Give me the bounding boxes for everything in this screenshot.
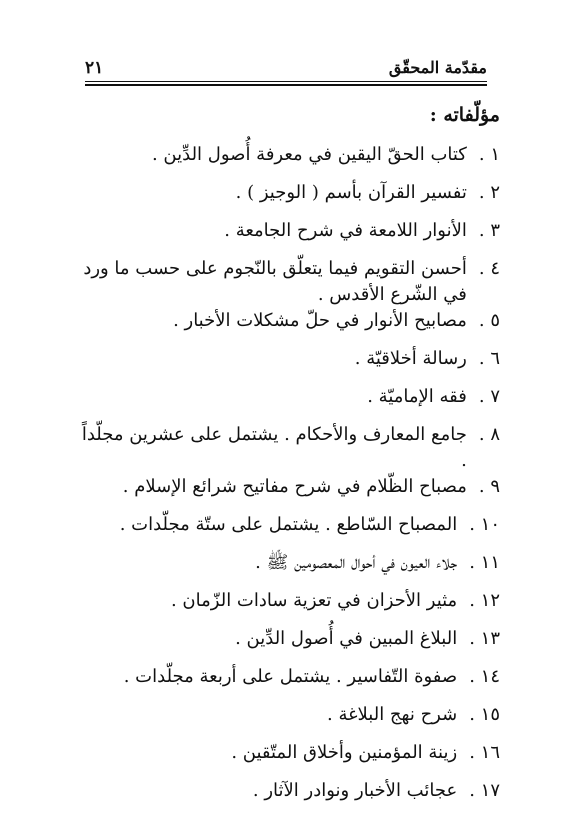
item-number: ٦ . [478, 348, 500, 369]
item-number: ١١ . [469, 552, 500, 573]
page-number: ٢١ [85, 58, 104, 78]
list-item [80, 740, 500, 778]
list-item [80, 512, 500, 550]
list-item [80, 256, 500, 308]
item-number: ١٥ . [469, 704, 500, 725]
page-header [85, 56, 487, 86]
list-item [80, 218, 500, 256]
header-rule-thin [85, 81, 487, 82]
item-number: ٣ . [478, 220, 500, 241]
item-text: فقه الإماميّة . [367, 386, 467, 407]
works-list [80, 142, 500, 816]
list-item [80, 474, 500, 512]
item-text: كتاب الحقّ اليقين في معرفة أُصول الدِّين . [151, 144, 467, 165]
running-header-title: مقدّمة المحقّق [388, 58, 487, 77]
item-text: رسالة أخلاقيّة . [354, 348, 467, 369]
list-item [80, 308, 500, 346]
item-number: ١٤ . [469, 666, 500, 687]
item-text: المصباح السّاطع . يشتمل على ستّة مجلّدات . [119, 514, 458, 535]
item-text: زينة المؤمنين وأخلاق المتّقين . [231, 742, 458, 763]
header-rule-thick [85, 84, 487, 86]
list-item [80, 180, 500, 218]
list-item [80, 550, 500, 588]
item-number: ١٦ . [469, 742, 500, 763]
item-number: ١٣ . [469, 628, 500, 649]
item-number: ٢ . [478, 182, 500, 203]
item-number: ٩ . [478, 476, 500, 497]
list-item [80, 778, 500, 816]
section-heading: مؤلّفاته : [429, 104, 500, 126]
item-text: البلاغ المبين في أُصول الدِّين . [235, 628, 458, 649]
list-item [80, 664, 500, 702]
item-text: مثير الأحزان في تعزية سادات الزّمان . [170, 590, 458, 611]
item-number: ١٢ . [469, 590, 500, 611]
list-item [80, 346, 500, 384]
item-text: الأنوار اللامعة في شرح الجامعة . [224, 220, 467, 241]
list-item [80, 142, 500, 180]
list-item [80, 384, 500, 422]
item-number: ١٠ . [469, 514, 500, 535]
list-item [80, 588, 500, 626]
list-item [80, 422, 500, 474]
item-text: مصباح الظّلام في شرح مفاتيح شرائع الإسلام . [122, 476, 467, 497]
page-body [80, 100, 500, 816]
item-number: ٨ . [478, 424, 500, 445]
item-number: ١٧ . [469, 780, 500, 801]
item-number: ٥ . [478, 310, 500, 331]
item-text: أحسن التقويم فيما يتعلّق بالنّجوم على حسب ما ورد في الشّرع الأقدس . [83, 258, 467, 305]
list-item [80, 702, 500, 740]
item-number: ١ . [478, 144, 500, 165]
item-text: تفسير القرآن بأسم ( الوجيز ) . [235, 182, 467, 203]
list-item [80, 626, 500, 664]
item-text: عجائب الأخبار ونوادر الآثار . [252, 780, 458, 801]
item-number: ٧ . [478, 386, 500, 407]
item-text: شرح نهج البلاغة . [327, 704, 458, 725]
item-number: ٤ . [478, 258, 500, 279]
item-text: صفوة التّفاسير . يشتمل على أربعة مجلّدات . [123, 666, 458, 687]
item-text: مصابيح الأنوار في حلّ مشكلات الأخبار . [173, 310, 467, 331]
item-text: جامع المعارف والأحكام . يشتمل على عشرين مجلّداً . [81, 424, 467, 471]
item-text: جلاء العيون في أحوال المعصومين ﷺ . [255, 552, 458, 573]
